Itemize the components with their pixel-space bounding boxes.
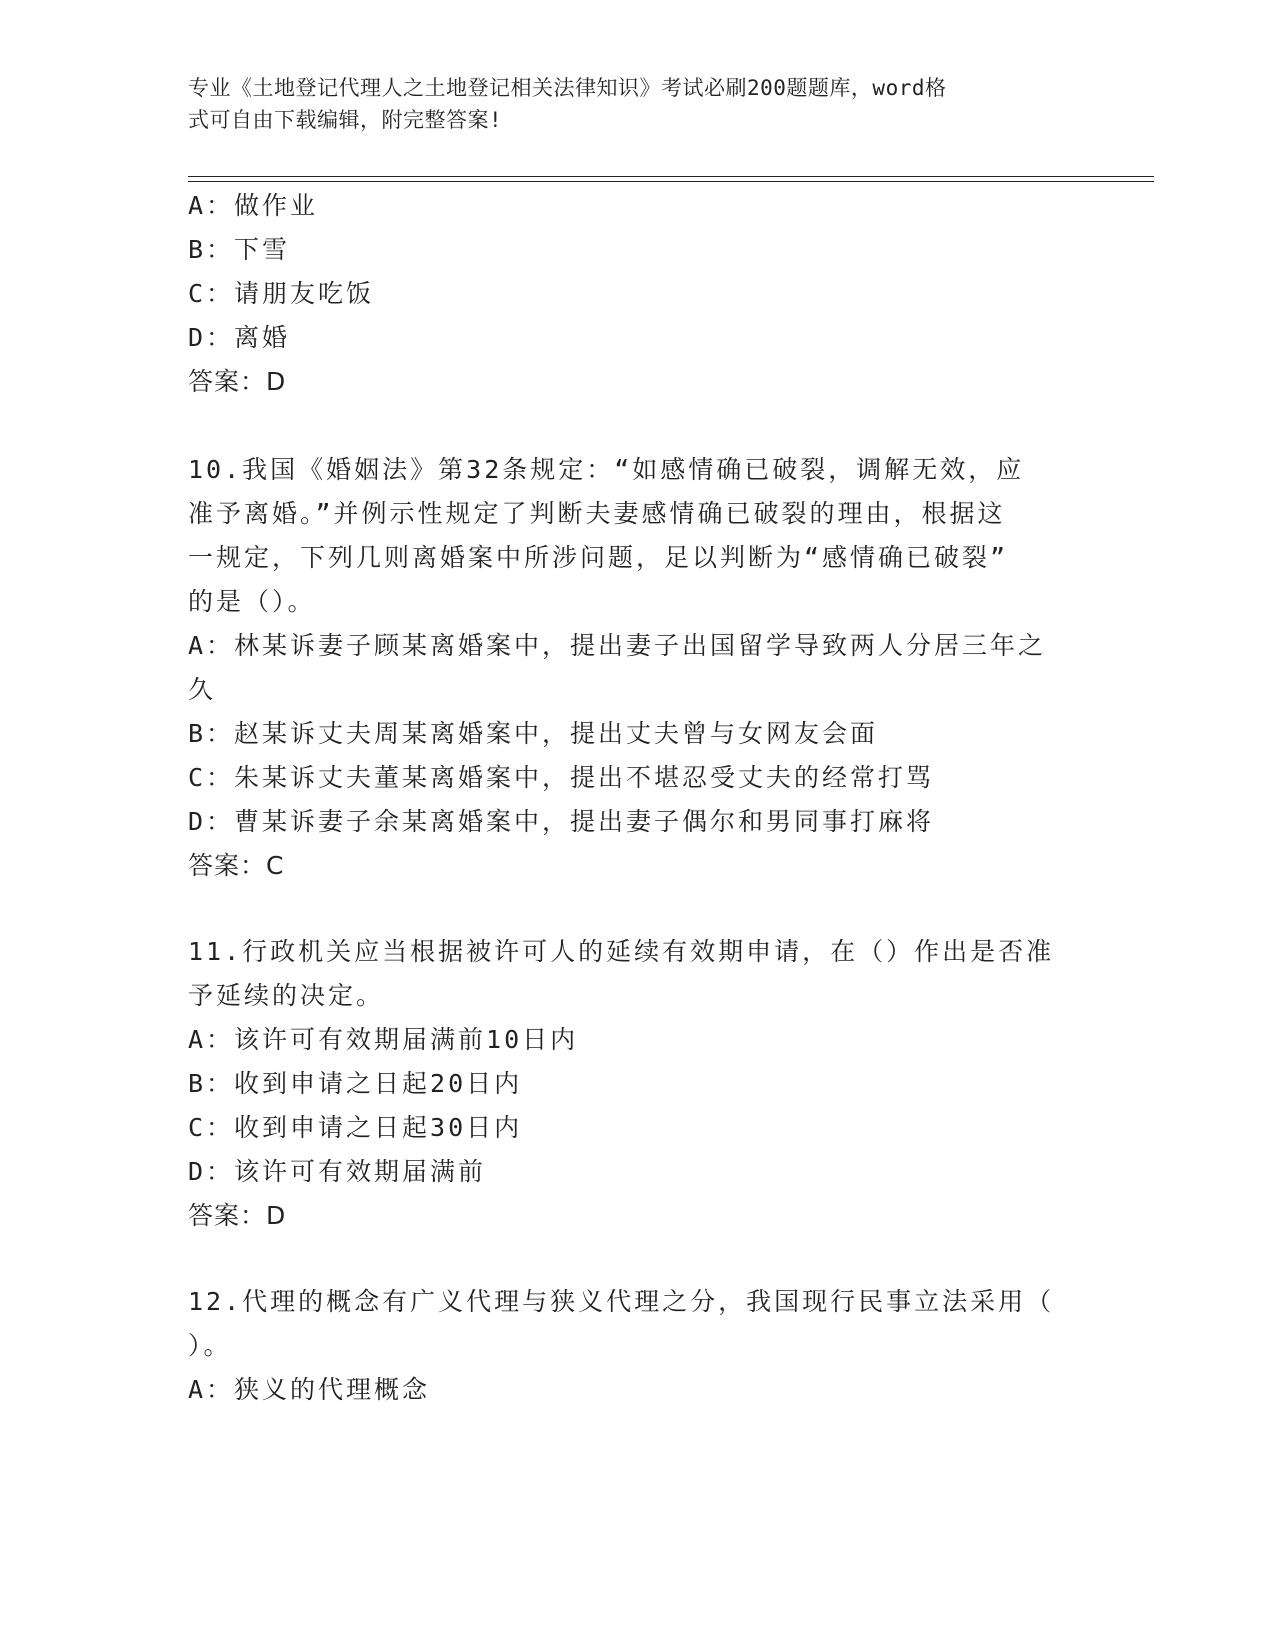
option-line: B：赵某诉丈夫周某离婚案中，提出丈夫曾与女网友会面 xyxy=(188,719,879,748)
answer-line: 答案：D xyxy=(188,367,287,396)
header-line-2: 式可自由下载编辑，附完整答案! xyxy=(188,108,503,132)
option-line: B：下雪 xyxy=(188,235,291,264)
option-line: 久 xyxy=(188,675,217,704)
option-line: A：做作业 xyxy=(188,191,319,220)
option-line: C：收到申请之日起30日内 xyxy=(188,1113,523,1142)
header-double-rule xyxy=(188,176,1154,182)
question-line: 10.我国《婚姻法》第32条规定：“如感情确已破裂，调解无效，应 xyxy=(188,455,1025,484)
option-line: D：该许可有效期届满前 xyxy=(188,1157,487,1186)
option-line: A：狭义的代理概念 xyxy=(188,1375,431,1404)
option-line: B：收到申请之日起20日内 xyxy=(188,1069,523,1098)
option-line: A：林某诉妻子顾某离婚案中，提出妻子出国留学导致两人分居三年之 xyxy=(188,631,1047,660)
document-header xyxy=(188,72,1068,136)
question-line: 12.代理的概念有广义代理与狭义代理之分，我国现行民事立法采用（ xyxy=(188,1287,1055,1316)
question-line: 予延续的决定。 xyxy=(188,981,385,1010)
option-line: C：请朋友吃饭 xyxy=(188,279,375,308)
option-line: D：曹某诉妻子余某离婚案中，提出妻子偶尔和男同事打麻将 xyxy=(188,807,935,836)
question-line: 的是（）。 xyxy=(188,587,316,616)
question-line: 一规定，下列几则离婚案中所涉问题，足以判断为“感情确已破裂” xyxy=(188,543,1009,572)
question-line: 准予离婚。”并例示性规定了判断夫妻感情确已破裂的理由，根据这 xyxy=(188,499,1006,528)
answer-line: 答案：D xyxy=(188,1201,287,1230)
question-line: 11.行政机关应当根据被许可人的延续有效期申请，在（）作出是否准 xyxy=(188,937,1055,966)
header-line-1: 专业《土地登记代理人之土地登记相关法律知识》考试必刷200题题库，word格 xyxy=(188,76,947,100)
answer-line: 答案：C xyxy=(188,851,285,880)
option-line: D：离婚 xyxy=(188,323,291,352)
option-line: A：该许可有效期届满前10日内 xyxy=(188,1025,579,1054)
option-line: C：朱某诉丈夫董某离婚案中，提出不堪忍受丈夫的经常打骂 xyxy=(188,763,935,792)
question-line: ）。 xyxy=(188,1331,232,1360)
